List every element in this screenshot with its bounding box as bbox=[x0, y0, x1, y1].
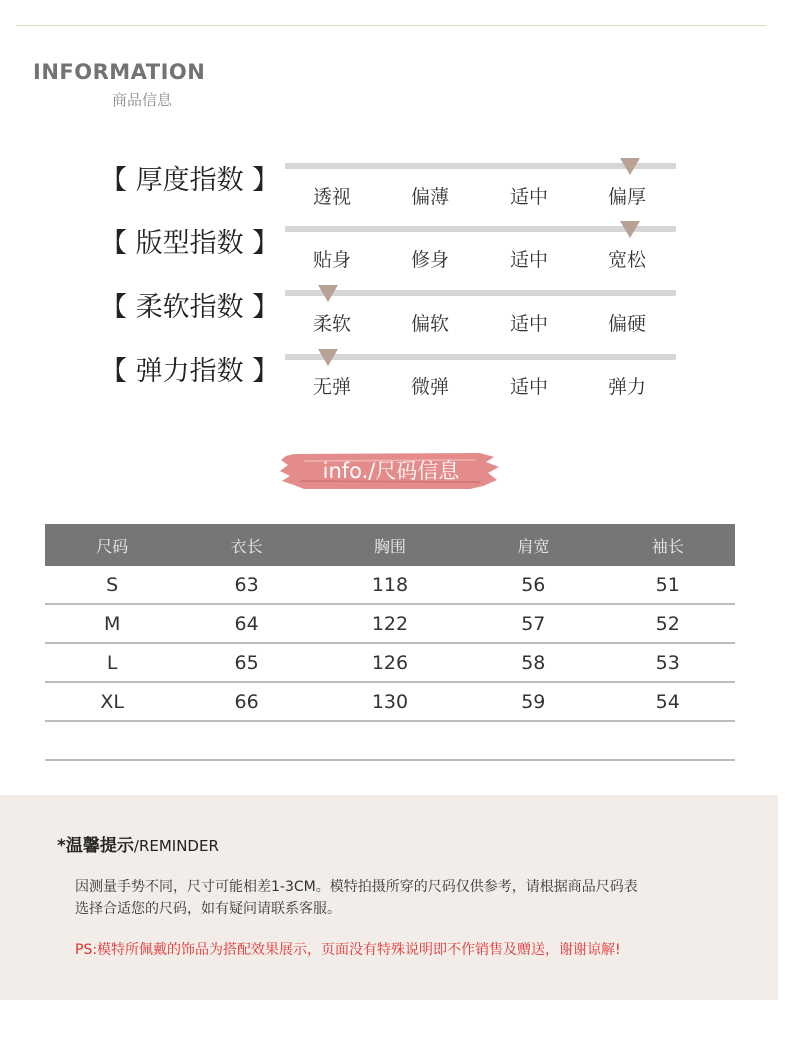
info-title: INFORMATION bbox=[33, 60, 206, 84]
elasticity-option: 适中 bbox=[509, 376, 548, 398]
softness-option: 偏软 bbox=[410, 313, 449, 335]
table-cell bbox=[601, 721, 735, 760]
table-row bbox=[45, 682, 735, 721]
column-header: 尺码 bbox=[45, 524, 179, 566]
fit-option: 贴身 bbox=[312, 249, 351, 271]
fit-option: 宽松 bbox=[607, 249, 646, 271]
table-row bbox=[45, 643, 735, 682]
table-cell: 52 bbox=[601, 604, 735, 643]
elasticity-index-marker-icon bbox=[318, 349, 338, 366]
table-cell bbox=[314, 721, 466, 760]
reminder-title bbox=[57, 831, 219, 856]
softness-option: 适中 bbox=[509, 313, 548, 335]
softness-option: 偏硬 bbox=[607, 313, 646, 335]
table-row bbox=[45, 604, 735, 643]
table-row bbox=[45, 721, 735, 760]
elasticity-option: 微弹 bbox=[410, 376, 449, 398]
elasticity-index-track bbox=[285, 354, 676, 360]
thickness-option: 透视 bbox=[312, 186, 351, 208]
table-cell: M bbox=[45, 604, 179, 643]
fit-index-marker-icon bbox=[620, 221, 640, 238]
table-cell bbox=[179, 721, 313, 760]
column-header: 胸围 bbox=[314, 524, 466, 566]
table-cell: 56 bbox=[466, 566, 600, 604]
fit-index-label: 【 版型指数 】 bbox=[100, 228, 280, 259]
table-cell: S bbox=[45, 566, 179, 604]
reminder-line: 选择合适您的尺码，如有疑问请联系客服。 bbox=[75, 901, 341, 917]
table-cell: 66 bbox=[179, 682, 313, 721]
reminder-title-en: /REMINDER bbox=[133, 837, 219, 855]
table-cell: 59 bbox=[466, 682, 600, 721]
table-cell: 126 bbox=[314, 643, 466, 682]
column-header: 衣长 bbox=[179, 524, 313, 566]
table-cell: 65 bbox=[179, 643, 313, 682]
size-table-header-row bbox=[45, 524, 735, 566]
elasticity-index-label: 【 弹力指数 】 bbox=[100, 356, 280, 387]
thickness-index-label: 【 厚度指数 】 bbox=[100, 165, 280, 196]
thickness-index-track bbox=[285, 163, 676, 169]
table-cell: L bbox=[45, 643, 179, 682]
softness-index-track bbox=[285, 290, 676, 296]
thickness-option: 偏薄 bbox=[410, 186, 449, 208]
table-cell: 64 bbox=[179, 604, 313, 643]
column-header: 肩宽 bbox=[466, 524, 600, 566]
table-cell bbox=[466, 721, 600, 760]
table-row bbox=[45, 566, 735, 604]
table-cell: 57 bbox=[466, 604, 600, 643]
thickness-index-marker-icon bbox=[620, 158, 640, 175]
size-table bbox=[45, 524, 735, 761]
top-divider bbox=[16, 25, 766, 26]
table-cell: 130 bbox=[314, 682, 466, 721]
size-banner-text: info./尺码信息 bbox=[322, 459, 460, 483]
table-cell: 54 bbox=[601, 682, 735, 721]
table-cell bbox=[45, 721, 179, 760]
table-cell: 122 bbox=[314, 604, 466, 643]
reminder-body bbox=[75, 876, 735, 920]
reminder-line: 因测量手势不同，尺寸可能相差1-3CM。模特拍摄所穿的尺码仅供参考，请根据商品尺码表 bbox=[75, 879, 638, 895]
table-cell: 51 bbox=[601, 566, 735, 604]
softness-option: 柔软 bbox=[312, 313, 351, 335]
reminder-ps-note: PS:模特所佩戴的饰品为搭配效果展示，页面没有特殊说明即不作销售及赠送，谢谢谅解! bbox=[75, 942, 621, 958]
fit-index-track bbox=[285, 226, 676, 232]
elasticity-option: 弹力 bbox=[607, 376, 646, 398]
table-cell: 118 bbox=[314, 566, 466, 604]
column-header: 袖长 bbox=[601, 524, 735, 566]
fit-option: 适中 bbox=[509, 249, 548, 271]
table-cell: 53 bbox=[601, 643, 735, 682]
table-cell: 58 bbox=[466, 643, 600, 682]
fit-option: 修身 bbox=[410, 249, 449, 271]
softness-index-marker-icon bbox=[318, 285, 338, 302]
table-cell: XL bbox=[45, 682, 179, 721]
reminder-title-cn: *温馨提示 bbox=[57, 836, 134, 856]
info-subtitle: 商品信息 bbox=[112, 91, 173, 109]
thickness-option: 适中 bbox=[509, 186, 548, 208]
table-cell: 63 bbox=[179, 566, 313, 604]
softness-index-label: 【 柔软指数 】 bbox=[100, 292, 280, 323]
thickness-option: 偏厚 bbox=[607, 186, 646, 208]
elasticity-option: 无弹 bbox=[312, 376, 351, 398]
